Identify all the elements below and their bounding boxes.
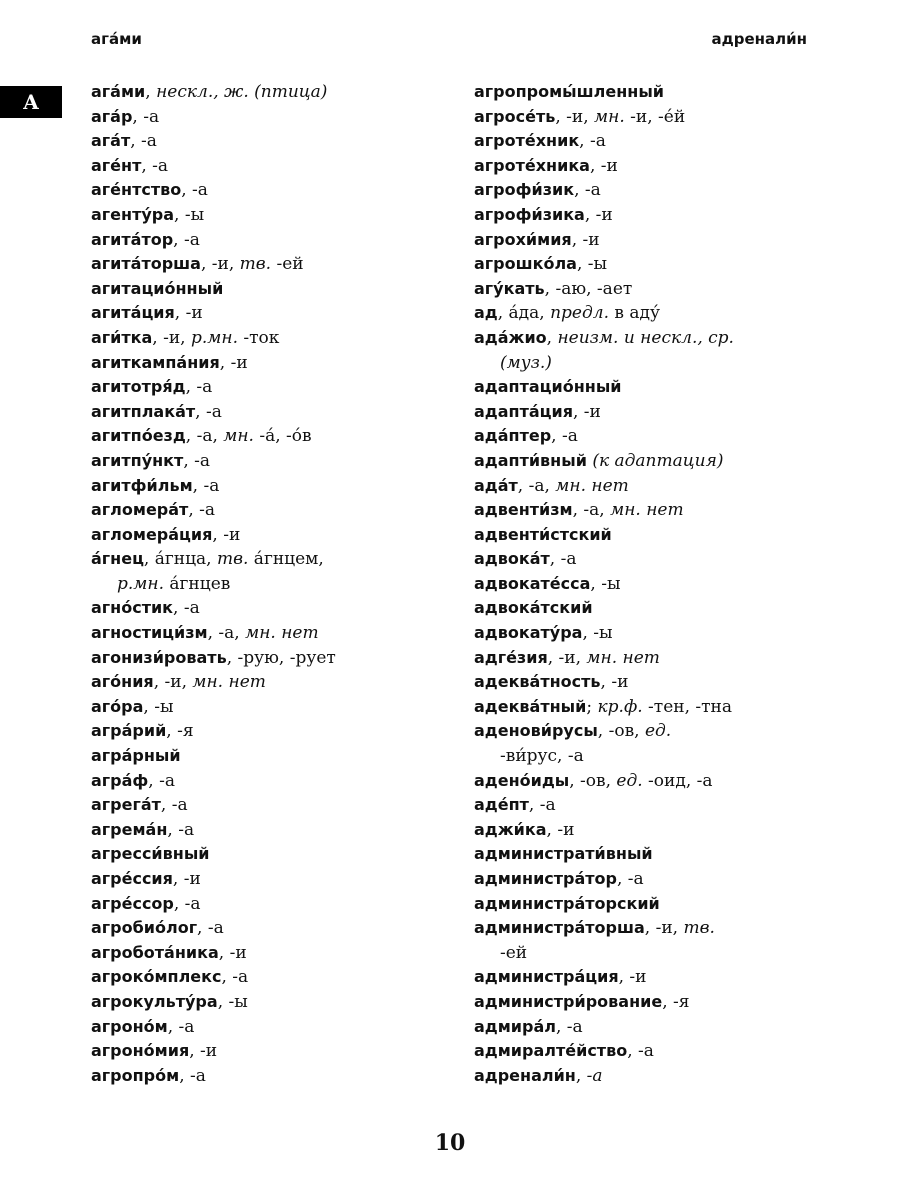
headword: агроно́м bbox=[91, 1016, 168, 1036]
dictionary-entry bbox=[91, 867, 461, 892]
dictionary-entry bbox=[91, 301, 461, 326]
headword: агита́торша bbox=[91, 254, 201, 274]
entry-text: , -и bbox=[219, 352, 248, 373]
dictionary-entry bbox=[474, 818, 814, 843]
dictionary-entry bbox=[474, 80, 814, 105]
entry-text: в аду́ bbox=[608, 303, 660, 324]
dictionary-entry bbox=[474, 228, 814, 253]
dictionary-entry bbox=[91, 277, 461, 302]
dictionary-entry bbox=[474, 990, 814, 1015]
headword: агробота́ника bbox=[91, 942, 219, 962]
entry-continuation bbox=[474, 941, 814, 966]
dictionary-entry bbox=[91, 523, 461, 548]
dictionary-entry bbox=[474, 1015, 814, 1040]
headword: адеква́тность bbox=[474, 672, 601, 692]
headword: адапти́вный bbox=[474, 450, 587, 470]
headword: агресси́вный bbox=[91, 844, 210, 864]
headword: ад bbox=[474, 303, 498, 323]
headword: агре́ссор bbox=[91, 893, 174, 913]
headword: агностици́зм bbox=[91, 623, 208, 643]
dictionary-entry bbox=[474, 965, 814, 990]
dictionary-entry bbox=[91, 400, 461, 425]
headword: агросе́ть bbox=[474, 106, 556, 126]
entry-text: , -ы bbox=[582, 623, 613, 644]
grammar-label: ед. bbox=[616, 770, 643, 791]
entry-text: , -и bbox=[212, 524, 241, 545]
headword: агонизи́ровать bbox=[91, 647, 227, 667]
entry-text: , -и bbox=[189, 1041, 218, 1062]
entry-text: , -а bbox=[148, 770, 175, 791]
entry-continuation bbox=[474, 744, 814, 769]
headword: администра́тор bbox=[474, 869, 617, 888]
dictionary-entry bbox=[474, 424, 814, 449]
headword: агломера́т bbox=[91, 500, 189, 520]
entry-text: , -ы bbox=[217, 991, 248, 1012]
entry-text: , -а bbox=[528, 795, 556, 816]
running-head-left: ага́ми bbox=[91, 30, 142, 48]
grammar-label: мн. bbox=[594, 106, 625, 127]
grammar-label: -а bbox=[586, 1065, 603, 1086]
dictionary-entry bbox=[91, 449, 461, 474]
right-column bbox=[474, 80, 814, 1088]
dictionary-entry bbox=[474, 178, 814, 203]
dictionary-entry bbox=[91, 178, 461, 203]
dictionary-entry bbox=[91, 842, 461, 867]
dictionary-entry bbox=[91, 646, 461, 671]
entry-text: , -а bbox=[549, 549, 577, 570]
dictionary-entry bbox=[91, 695, 461, 720]
headword: агиткампа́ния bbox=[91, 352, 220, 372]
entry-text: , -ы bbox=[590, 573, 621, 594]
dictionary-entry bbox=[91, 818, 461, 843]
entry-continuation bbox=[474, 351, 814, 376]
entry-text: , -а bbox=[130, 131, 157, 152]
entry-text: , -аю, -ает bbox=[544, 278, 633, 299]
headword: адвока́т bbox=[474, 549, 550, 569]
entry-text: ; bbox=[586, 696, 598, 717]
entry-text: , -а, bbox=[185, 426, 224, 447]
headword: агитпо́езд bbox=[91, 426, 186, 446]
dictionary-entry bbox=[474, 793, 814, 818]
entry-text: а́гнцев bbox=[163, 573, 231, 594]
dictionary-entry bbox=[474, 326, 814, 375]
headword: агропро́м bbox=[91, 1065, 180, 1085]
dictionary-entry bbox=[91, 916, 461, 941]
headword: адвокате́сса bbox=[474, 573, 591, 593]
headword: аде́пт bbox=[474, 795, 529, 815]
entry-text: , bbox=[575, 1065, 587, 1086]
headword: аге́нтство bbox=[91, 180, 182, 200]
dictionary-entry bbox=[474, 670, 814, 695]
entry-text: , -и, bbox=[153, 672, 193, 693]
entry-text: , а́гнца, bbox=[143, 549, 217, 570]
entry-text: , -и bbox=[546, 819, 575, 840]
dictionary-entry bbox=[474, 1039, 814, 1064]
dictionary-entry bbox=[474, 252, 814, 277]
dictionary-entry bbox=[91, 252, 461, 277]
entry-text: -ей bbox=[500, 942, 528, 963]
dictionary-entry bbox=[91, 154, 461, 179]
headword: ада́жио bbox=[474, 327, 547, 347]
entry-text: -и, -е́й bbox=[624, 106, 686, 127]
grammar-label: ед. bbox=[644, 721, 672, 742]
entry-text: , -а bbox=[160, 795, 188, 816]
dictionary-entry bbox=[91, 80, 461, 105]
dictionary-entry bbox=[474, 695, 814, 720]
entry-text: , -а, bbox=[517, 475, 556, 496]
headword: агроте́хник bbox=[474, 131, 580, 151]
dictionary-entry bbox=[91, 129, 461, 154]
running-head-right: адренали́н bbox=[711, 30, 807, 48]
headword: аджи́ка bbox=[474, 819, 547, 839]
headword: аге́нт bbox=[91, 155, 142, 175]
headword: агенту́ра bbox=[91, 204, 175, 224]
headword: агра́рий bbox=[91, 721, 167, 741]
headword: агрофи́зика bbox=[474, 204, 585, 224]
headword: агитпу́нкт bbox=[91, 450, 184, 470]
entry-text: , -а bbox=[167, 819, 195, 840]
headword: адвока́тский bbox=[474, 598, 593, 618]
entry-text: , -а bbox=[141, 155, 169, 176]
headword: адмира́л bbox=[474, 1016, 556, 1036]
entry-text: , -и bbox=[172, 869, 201, 889]
entry-text: -тен, -тна bbox=[642, 696, 733, 717]
grammar-label: неизм. и нескл., ср. bbox=[557, 327, 734, 348]
headword: администри́рование bbox=[474, 991, 663, 1011]
headword: аго́ния bbox=[91, 672, 154, 692]
headword: агита́тор bbox=[91, 229, 174, 249]
headword: адено́иды bbox=[474, 770, 570, 790]
headword: администра́ция bbox=[474, 967, 619, 987]
grammar-label: (муз.) bbox=[500, 352, 552, 373]
dictionary-entry bbox=[91, 105, 461, 130]
entry-text: , -ы bbox=[143, 696, 174, 717]
entry-text: , -и bbox=[584, 204, 613, 225]
headword: администра́торша bbox=[474, 918, 645, 938]
headword: агра́рный bbox=[91, 746, 181, 766]
dictionary-entry bbox=[474, 105, 814, 130]
headword: адвенти́стский bbox=[474, 524, 612, 544]
grammar-label: мн. нет bbox=[192, 672, 266, 693]
dictionary-entry bbox=[91, 965, 461, 990]
headword: агрема́н bbox=[91, 819, 168, 839]
entry-text: , -и, bbox=[555, 106, 595, 127]
dictionary-entry bbox=[91, 203, 461, 228]
entry-text: , -а bbox=[185, 377, 213, 398]
headword: агрохи́мия bbox=[474, 229, 572, 249]
entry-text: -ток bbox=[237, 327, 280, 348]
headword: агрокульту́ра bbox=[91, 991, 218, 1011]
dictionary-entry bbox=[91, 228, 461, 253]
grammar-label: тв. bbox=[216, 549, 249, 570]
entry-text: , -а bbox=[179, 1065, 206, 1086]
dictionary-entry bbox=[474, 523, 814, 548]
grammar-label: предл. bbox=[550, 303, 609, 324]
dictionary-entry bbox=[474, 474, 814, 499]
entry-text: , -а bbox=[627, 1041, 654, 1062]
dictionary-entry bbox=[91, 351, 461, 376]
dictionary-entry bbox=[474, 646, 814, 671]
grammar-label: мн. нет bbox=[610, 500, 684, 521]
headword: адмиралте́йство bbox=[474, 1041, 628, 1061]
grammar-label: мн. нет bbox=[245, 623, 319, 644]
dictionary-entry bbox=[474, 129, 814, 154]
grammar-label: тв. bbox=[239, 254, 272, 275]
headword: ада́птер bbox=[474, 426, 552, 446]
entry-text: , -ы bbox=[174, 204, 205, 225]
headword: агропромы́шленный bbox=[474, 82, 664, 101]
dictionary-entry bbox=[91, 326, 461, 351]
headword: агрофи́зик bbox=[474, 180, 575, 200]
entry-text: , -и, bbox=[547, 647, 587, 668]
dictionary-entry bbox=[474, 375, 814, 400]
dictionary-entry bbox=[91, 719, 461, 744]
dictionary-entry bbox=[474, 842, 814, 867]
headword: адаптацио́нный bbox=[474, 377, 622, 397]
dictionary-entry bbox=[474, 301, 814, 326]
entry-text: , -а bbox=[579, 131, 606, 152]
entry-text: , -и, bbox=[200, 254, 240, 275]
headword: администрати́вный bbox=[474, 844, 653, 864]
headword: аденови́русы bbox=[474, 721, 598, 741]
headword: адапта́ция bbox=[474, 401, 573, 421]
entry-text: -оид, -а bbox=[642, 770, 713, 791]
dictionary-entry bbox=[91, 474, 461, 499]
entry-text: а́гнцем, bbox=[248, 549, 324, 570]
entry-text: , -а bbox=[183, 450, 210, 471]
grammar-label: мн. bbox=[223, 426, 254, 447]
entry-text: -ей bbox=[271, 254, 304, 275]
grammar-label: нескл., ж. (птица) bbox=[156, 82, 328, 102]
dictionary-entry bbox=[91, 547, 461, 596]
grammar-label: р.мн. bbox=[191, 327, 238, 348]
headword: агроно́мия bbox=[91, 1041, 190, 1061]
entry-text: , -а bbox=[173, 229, 200, 250]
headword: агитплака́т bbox=[91, 401, 196, 421]
dictionary-entry bbox=[91, 1039, 461, 1064]
headword: агита́ция bbox=[91, 303, 175, 323]
entry-text: -ви́рус, -а bbox=[500, 746, 584, 767]
headword: агитотря́д bbox=[91, 377, 186, 397]
dictionary-entry bbox=[91, 670, 461, 695]
entry-text: -а́, -о́в bbox=[253, 426, 312, 447]
entry-text: , -и bbox=[572, 401, 601, 422]
letter-tab: А bbox=[0, 86, 62, 118]
headword: агроко́мплекс bbox=[91, 967, 222, 987]
dictionary-entry bbox=[474, 449, 814, 474]
headword: адвенти́зм bbox=[474, 500, 573, 520]
headword: адге́зия bbox=[474, 647, 548, 667]
dictionary-entry bbox=[91, 793, 461, 818]
headword: агроте́хника bbox=[474, 155, 590, 175]
grammar-label: (к адаптация) bbox=[592, 450, 724, 471]
dictionary-entry bbox=[91, 621, 461, 646]
dictionary-entry bbox=[474, 916, 814, 965]
headword: аго́ра bbox=[91, 696, 144, 716]
entry-text: , -а bbox=[197, 918, 224, 939]
headword: ада́т bbox=[474, 475, 518, 495]
dictionary-entry bbox=[474, 572, 814, 597]
dictionary-entry bbox=[474, 596, 814, 621]
entry-text: , -и, bbox=[152, 327, 191, 348]
dictionary-entry bbox=[474, 892, 814, 917]
dictionary-entry bbox=[474, 154, 814, 179]
entry-text: , -ов, bbox=[597, 721, 645, 742]
headword: адвокату́ра bbox=[474, 623, 583, 643]
entry-text: , -ов, bbox=[569, 770, 617, 791]
grammar-label: мн. нет bbox=[586, 647, 660, 668]
headword: агра́ф bbox=[91, 770, 149, 790]
headword: агрошко́ла bbox=[474, 254, 577, 274]
dictionary-entry bbox=[91, 769, 461, 794]
entry-text: , -а, bbox=[207, 623, 246, 644]
dictionary-entry bbox=[91, 596, 461, 621]
dictionary-entry bbox=[91, 941, 461, 966]
dictionary-entry bbox=[91, 1015, 461, 1040]
entry-text: , -а bbox=[551, 426, 578, 447]
headword: ага́р bbox=[91, 106, 133, 126]
entry-text: , -а bbox=[221, 967, 249, 988]
dictionary-entry bbox=[474, 547, 814, 572]
entry-text: , -а bbox=[167, 1016, 195, 1037]
headword: агрега́т bbox=[91, 795, 161, 815]
dictionary-entry bbox=[474, 203, 814, 228]
grammar-label: мн. нет bbox=[555, 475, 629, 496]
entry-continuation bbox=[91, 572, 461, 597]
entry-text: , -и bbox=[571, 229, 600, 250]
entry-text: , -а bbox=[181, 180, 208, 201]
headword: агитфи́льм bbox=[91, 475, 193, 495]
page-number: 10 bbox=[434, 1130, 466, 1156]
grammar-label: р.мн. bbox=[117, 573, 164, 594]
dictionary-entry bbox=[91, 1064, 461, 1089]
entry-text: , -и bbox=[218, 942, 247, 963]
dictionary-entry bbox=[91, 892, 461, 917]
entry-text: , -а bbox=[132, 106, 160, 127]
dictionary-entry bbox=[91, 744, 461, 769]
dictionary-entry bbox=[91, 375, 461, 400]
entry-text: , -ы bbox=[576, 254, 608, 275]
dictionary-entry bbox=[474, 400, 814, 425]
headword: администра́торский bbox=[474, 893, 660, 913]
entry-text: , -рую, -рует bbox=[226, 647, 336, 668]
headword: агробио́лог bbox=[91, 918, 198, 938]
dictionary-entry bbox=[91, 498, 461, 523]
grammar-label: кр.ф. bbox=[597, 696, 643, 717]
headword: агитацио́нный bbox=[91, 278, 224, 298]
headword: агре́ссия bbox=[91, 869, 173, 888]
entry-text: , -а bbox=[617, 869, 644, 889]
headword: агу́кать bbox=[474, 278, 545, 298]
entry-text: , -а bbox=[173, 893, 201, 914]
dictionary-entry bbox=[91, 424, 461, 449]
dictionary-entry bbox=[474, 867, 814, 892]
headword: а́гнец bbox=[91, 549, 144, 569]
dictionary-entry bbox=[474, 719, 814, 768]
entry-text: , -а bbox=[173, 598, 200, 619]
entry-text: , -а bbox=[555, 1016, 583, 1037]
entry-text: , -а, bbox=[572, 500, 611, 521]
headword: аги́тка bbox=[91, 327, 153, 347]
entry-text: , -и bbox=[174, 303, 203, 324]
headword: агломера́ция bbox=[91, 524, 213, 544]
dictionary-entry bbox=[91, 990, 461, 1015]
entry-text: , -и bbox=[589, 155, 618, 176]
headword: адеква́тный bbox=[474, 696, 587, 716]
headword: адренали́н bbox=[474, 1065, 576, 1085]
entry-text: , -и, bbox=[644, 918, 684, 939]
entry-text: , -а bbox=[574, 180, 601, 201]
entry-text: , bbox=[145, 82, 157, 102]
headword: ага́ми bbox=[91, 82, 146, 101]
dictionary-entry bbox=[474, 1064, 814, 1089]
entry-text: , а́да, bbox=[497, 303, 551, 324]
headword: агно́стик bbox=[91, 598, 174, 618]
entry-text: , -а bbox=[192, 475, 220, 496]
grammar-label: тв. bbox=[683, 918, 715, 939]
entry-text: , -а bbox=[188, 500, 216, 521]
entry-text: , -а bbox=[195, 401, 222, 422]
entry-text: , -и bbox=[600, 672, 629, 693]
entry-text: , bbox=[546, 327, 558, 348]
dictionary-entry bbox=[474, 769, 814, 794]
dictionary-entry bbox=[474, 498, 814, 523]
entry-text: , -я bbox=[662, 991, 690, 1012]
entry-text: , -я bbox=[166, 721, 194, 742]
left-column bbox=[91, 80, 461, 1088]
entry-text: , -и bbox=[618, 967, 647, 988]
dictionary-entry bbox=[474, 277, 814, 302]
dictionary-entry bbox=[474, 621, 814, 646]
headword: ага́т bbox=[91, 131, 131, 151]
